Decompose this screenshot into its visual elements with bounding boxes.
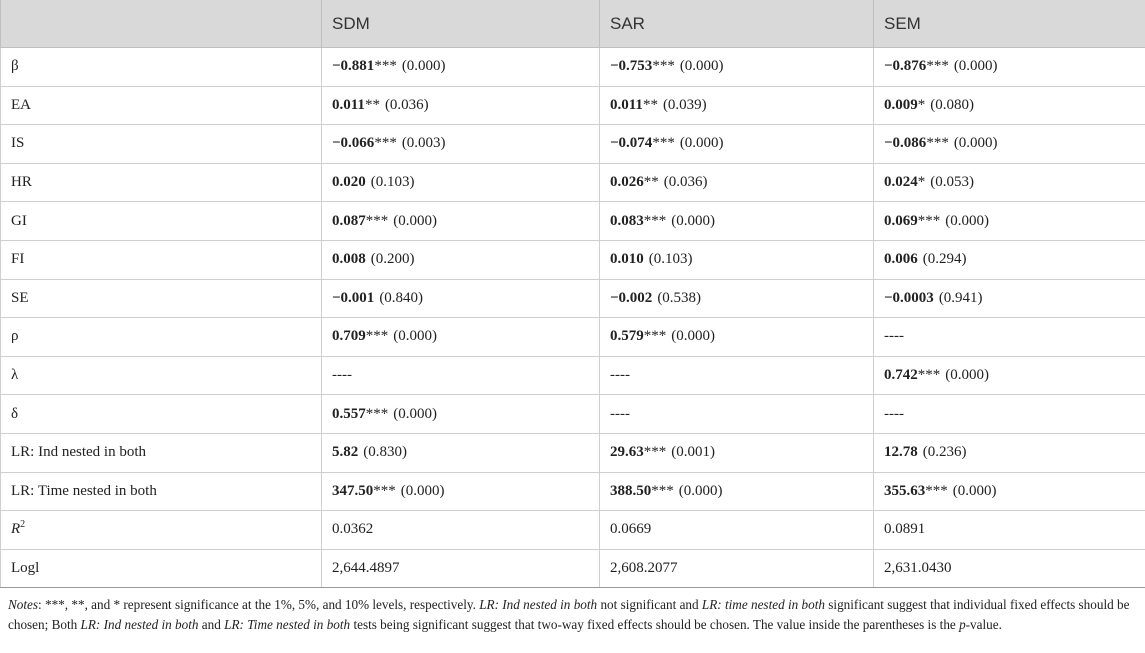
- significance-stars: *: [917, 174, 926, 191]
- table-row: [1, 240, 1145, 279]
- p-value: (0.000): [400, 482, 445, 499]
- value-cell-sem: [874, 395, 1145, 434]
- significance-stars: ***: [373, 482, 396, 499]
- row-label: ρ: [11, 328, 19, 345]
- value-cell-sdm: [322, 549, 600, 588]
- p-value: (0.000): [393, 328, 437, 345]
- coefficient-value: −0.881: [332, 58, 375, 75]
- value-cell-sdm: [322, 395, 600, 434]
- notes-italic-4: LR: Time nested in both: [224, 617, 351, 632]
- notes-text-3: significant suggest that individual fixed effects should be chosen; Both: [8, 597, 1130, 632]
- value-cell-sar: [600, 163, 874, 202]
- value-cell-sar: [600, 395, 874, 434]
- significance-stars: ***: [652, 58, 675, 75]
- notes-lead: Notes: [8, 597, 39, 612]
- significance-stars: ***: [917, 367, 941, 384]
- notes-text-5: tests being significant suggest that two-way fixed effects should be chosen. The value inside the parentheses is the: [350, 617, 960, 632]
- p-value: (0.000): [945, 367, 989, 384]
- row-label-cell: [1, 395, 322, 434]
- significance-stars: ***: [643, 328, 667, 345]
- significance-stars: ***: [926, 58, 949, 75]
- p-value: (0.000): [679, 135, 724, 152]
- value-cell-sdm: [322, 202, 600, 241]
- cell-plain-value: ----: [884, 328, 904, 345]
- row-label: HR: [11, 174, 32, 191]
- row-label: β: [11, 58, 19, 75]
- notes-text-4: and: [198, 617, 225, 632]
- significance-stars: ***: [643, 212, 667, 229]
- coefficient-value: 0.579: [610, 328, 644, 345]
- value-cell-sem: [874, 240, 1145, 279]
- value-cell-sar: [600, 202, 874, 241]
- value-cell-sdm: [322, 279, 600, 318]
- table-row: [1, 433, 1145, 472]
- p-value: (0.053): [930, 174, 974, 191]
- table-notes: [8, 595, 1138, 635]
- value-cell-sem: [874, 472, 1145, 511]
- value-cell-sem: [874, 163, 1145, 202]
- value-cell-sem: [874, 202, 1145, 241]
- table-row: [1, 86, 1145, 125]
- row-label: FI: [11, 251, 25, 268]
- value-cell-sem: [874, 549, 1145, 588]
- p-value: (0.080): [930, 96, 974, 113]
- value-cell-sdm: [322, 318, 600, 357]
- significance-stars: ***: [365, 328, 389, 345]
- value-cell-sdm: [322, 433, 600, 472]
- value-cell-sdm: [322, 125, 600, 164]
- coefficient-value: 0.069: [884, 212, 918, 229]
- table-body: [1, 48, 1145, 588]
- significance-stars: *: [917, 96, 926, 113]
- significance-stars: ***: [365, 405, 389, 422]
- coefficient-value: −0.086: [884, 135, 927, 152]
- table-row: [1, 395, 1145, 434]
- p-value: (0.036): [663, 174, 708, 191]
- p-value: (0.236): [922, 444, 967, 461]
- table-row: [1, 549, 1145, 588]
- cell-plain-value: 0.0669: [610, 521, 652, 538]
- significance-stars: ***: [652, 135, 675, 152]
- value-cell-sem: [874, 511, 1145, 550]
- value-cell-sar: [600, 472, 874, 511]
- p-value: (0.000): [671, 212, 715, 229]
- p-value: (0.000): [393, 405, 437, 422]
- p-value: (0.000): [401, 58, 446, 75]
- value-cell-sar: [600, 125, 874, 164]
- row-label: R: [11, 521, 21, 538]
- value-cell-sar: [600, 433, 874, 472]
- coefficient-value: 0.006: [884, 251, 918, 268]
- significance-stars: **: [643, 174, 659, 191]
- significance-stars: ***: [643, 444, 667, 461]
- value-cell-sar: [600, 48, 874, 87]
- p-value: (0.000): [945, 212, 989, 229]
- cell-plain-value: ----: [610, 405, 630, 422]
- p-value: (0.538): [657, 289, 702, 306]
- coefficient-value: 0.020: [332, 174, 366, 191]
- row-label-cell: [1, 279, 322, 318]
- p-value: (0.000): [952, 482, 997, 499]
- row-label: δ: [11, 405, 19, 422]
- table-row: [1, 472, 1145, 511]
- p-value: (0.000): [953, 135, 998, 152]
- coefficient-value: 29.63: [610, 444, 644, 461]
- row-label-cell: [1, 163, 322, 202]
- row-label-cell: [1, 125, 322, 164]
- value-cell-sar: [600, 318, 874, 357]
- header-cell-variable: [1, 0, 322, 48]
- value-cell-sdm: [322, 356, 600, 395]
- header-cell-sem: SEM: [874, 0, 1145, 48]
- table-row: [1, 279, 1145, 318]
- significance-stars: ***: [651, 482, 674, 499]
- table-row: [1, 163, 1145, 202]
- row-label-cell: [1, 48, 322, 87]
- coefficient-value: −0.001: [332, 289, 375, 306]
- p-value: (0.941): [938, 289, 983, 306]
- row-label: GI: [11, 212, 27, 229]
- value-cell-sem: [874, 356, 1145, 395]
- row-label-cell: [1, 472, 322, 511]
- p-value: (0.200): [370, 251, 415, 268]
- table-row: [1, 356, 1145, 395]
- coefficient-value: 355.63: [884, 482, 926, 499]
- row-label: LR: Ind nested in both: [11, 444, 146, 461]
- cell-plain-value: 0.0362: [332, 521, 374, 538]
- row-label-cell: [1, 356, 322, 395]
- coefficient-value: 0.011: [332, 96, 365, 113]
- value-cell-sdm: [322, 86, 600, 125]
- p-value: (0.001): [671, 444, 715, 461]
- notes-text-1: : ***, **, and * represent significance at the 1%, 5%, and 10% levels, respectively.: [38, 597, 480, 612]
- p-value: (0.103): [370, 174, 415, 191]
- cell-plain-value: 2,644.4897: [332, 560, 400, 577]
- coefficient-value: 0.083: [610, 212, 644, 229]
- p-value: (0.000): [393, 212, 437, 229]
- value-cell-sdm: [322, 511, 600, 550]
- coefficient-value: −0.0003: [884, 289, 934, 306]
- cell-plain-value: 2,631.0430: [884, 560, 952, 577]
- value-cell-sar: [600, 356, 874, 395]
- value-cell-sem: [874, 433, 1145, 472]
- row-label: EA: [11, 96, 31, 113]
- value-cell-sem: [874, 318, 1145, 357]
- notes-italic-3: LR: Ind nested in both: [80, 617, 199, 632]
- significance-stars: ***: [925, 482, 948, 499]
- significance-stars: ***: [374, 58, 397, 75]
- row-label: SE: [11, 289, 29, 306]
- value-cell-sdm: [322, 472, 600, 511]
- coefficient-value: 0.010: [610, 251, 644, 268]
- row-label: IS: [11, 135, 25, 152]
- p-value: (0.000): [953, 58, 998, 75]
- coefficient-value: 0.026: [610, 174, 644, 191]
- row-label-cell: [1, 86, 322, 125]
- p-value: (0.039): [662, 96, 707, 113]
- value-cell-sdm: [322, 48, 600, 87]
- row-label-superscript: 2: [20, 519, 26, 531]
- header-cell-sdm: SDM: [322, 0, 600, 48]
- cell-plain-value: 2,608.2077: [610, 560, 678, 577]
- significance-stars: ***: [917, 212, 941, 229]
- cell-plain-value: ----: [884, 405, 904, 422]
- value-cell-sar: [600, 279, 874, 318]
- notes-italic-2: LR: time nested in both: [701, 597, 825, 612]
- coefficient-value: 0.009: [884, 96, 918, 113]
- row-label: λ: [11, 367, 19, 384]
- table-row: [1, 511, 1145, 550]
- value-cell-sem: [874, 279, 1145, 318]
- coefficient-value: −0.753: [610, 58, 653, 75]
- header-row: [1, 0, 1145, 48]
- notes-text-2: not significant and: [597, 597, 702, 612]
- significance-stars: **: [642, 96, 658, 113]
- value-cell-sar: [600, 549, 874, 588]
- cell-plain-value: 0.0891: [884, 521, 926, 538]
- significance-stars: ***: [374, 135, 397, 152]
- coefficient-value: 0.024: [884, 174, 918, 191]
- coefficient-value: 12.78: [884, 444, 918, 461]
- coefficient-value: −0.002: [610, 289, 653, 306]
- coefficient-value: −0.074: [610, 135, 653, 152]
- row-label-cell: [1, 318, 322, 357]
- significance-stars: **: [364, 96, 380, 113]
- p-value: (0.103): [648, 251, 693, 268]
- value-cell-sar: [600, 86, 874, 125]
- p-value: (0.000): [671, 328, 715, 345]
- p-value: (0.036): [384, 96, 429, 113]
- value-cell-sem: [874, 48, 1145, 87]
- row-label-cell: [1, 240, 322, 279]
- value-cell-sdm: [322, 163, 600, 202]
- coefficient-value: 347.50: [332, 482, 374, 499]
- coefficient-value: 0.709: [332, 328, 366, 345]
- cell-plain-value: ----: [610, 367, 630, 384]
- coefficient-value: 0.011: [610, 96, 643, 113]
- table-row: [1, 125, 1145, 164]
- p-value: (0.003): [401, 135, 446, 152]
- notes-text-6: -value.: [965, 617, 1002, 632]
- p-value: (0.000): [678, 482, 723, 499]
- value-cell-sdm: [322, 240, 600, 279]
- row-label-cell: [1, 511, 322, 550]
- table-row: [1, 202, 1145, 241]
- coefficient-value: 388.50: [610, 482, 652, 499]
- p-value: (0.000): [679, 58, 724, 75]
- significance-stars: ***: [365, 212, 389, 229]
- p-value: (0.840): [379, 289, 424, 306]
- value-cell-sar: [600, 511, 874, 550]
- row-label-cell: [1, 549, 322, 588]
- coefficient-value: −0.066: [332, 135, 375, 152]
- coefficient-value: 0.557: [332, 405, 366, 422]
- row-label: LR: Time nested in both: [11, 482, 157, 499]
- table-row: [1, 318, 1145, 357]
- p-value: (0.830): [363, 444, 407, 461]
- table-row: [1, 48, 1145, 87]
- coefficient-value: 0.742: [884, 367, 918, 384]
- value-cell-sem: [874, 125, 1145, 164]
- value-cell-sem: [874, 86, 1145, 125]
- coefficient-value: 0.008: [332, 251, 366, 268]
- row-label: Logl: [11, 560, 40, 577]
- notes-italic-5: p: [959, 617, 966, 632]
- coefficient-value: 5.82: [332, 444, 359, 461]
- coefficient-value: 0.087: [332, 212, 366, 229]
- value-cell-sar: [600, 240, 874, 279]
- row-label-cell: [1, 202, 322, 241]
- row-label-cell: [1, 433, 322, 472]
- p-value: (0.294): [922, 251, 967, 268]
- notes-italic-1: LR: Ind nested in both: [479, 597, 598, 612]
- cell-plain-value: ----: [332, 367, 352, 384]
- coefficient-value: −0.876: [884, 58, 927, 75]
- significance-stars: ***: [926, 135, 949, 152]
- header-cell-sar: SAR: [600, 0, 874, 48]
